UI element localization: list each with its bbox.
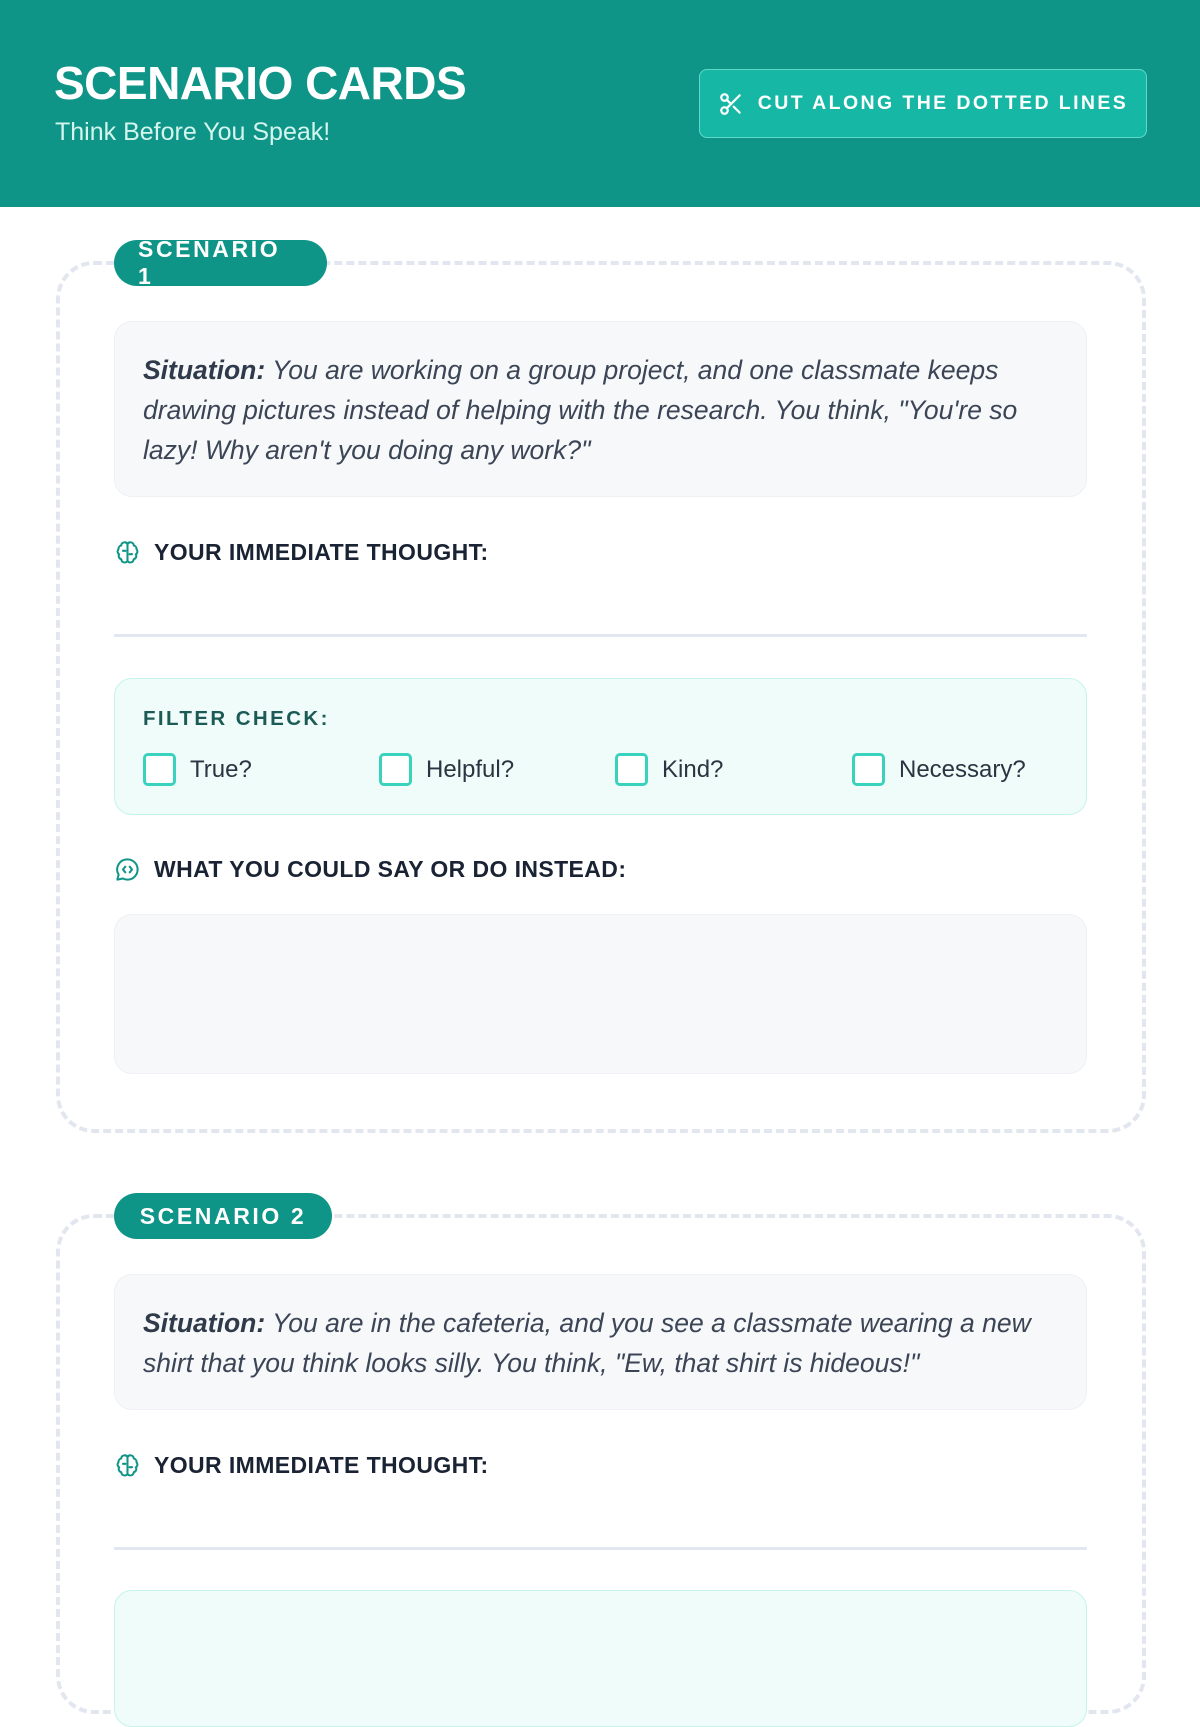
brain-icon <box>114 1452 141 1479</box>
say-instead-answer-box[interactable] <box>114 914 1087 1074</box>
situation-box <box>114 1274 1087 1410</box>
filter-check-title: FILTER CHECK: <box>143 707 330 730</box>
filter-check-label: Kind? <box>662 755 724 783</box>
page-subtitle: Think Before You Speak! <box>55 118 331 146</box>
immediate-thought-label-text: YOUR IMMEDIATE THOUGHT: <box>154 539 489 565</box>
filter-check-label: Necessary? <box>899 755 1026 783</box>
situation-text: You are working on a group project, and one classmate keeps drawing pictures instead of helping with the research. You think, "You're so lazy! Why aren't you doing any work?" <box>143 355 1018 465</box>
checkbox[interactable] <box>852 753 885 786</box>
checkbox[interactable] <box>379 753 412 786</box>
scenario-badge: SCENARIO 1 <box>114 240 327 286</box>
situation-lead: Situation: <box>143 355 266 385</box>
scissors-icon <box>718 91 744 117</box>
filter-check-label: True? <box>190 755 252 783</box>
thought-writing-line[interactable] <box>114 634 1087 637</box>
page-title: SCENARIO CARDS <box>54 57 467 109</box>
cut-button-label: CUT ALONG THE DOTTED LINES <box>757 92 1129 114</box>
checkbox[interactable] <box>143 753 176 786</box>
filter-check-true[interactable] <box>143 753 252 786</box>
brain-icon <box>114 539 141 566</box>
say-instead-label-text: WHAT YOU COULD SAY OR DO INSTEAD: <box>154 856 627 882</box>
immediate-thought-label <box>114 539 489 566</box>
situation-text: You are in the cafeteria, and you see a classmate wearing a new shirt that you think looks silly. You think, "Ew, that shirt is hideous!" <box>143 1308 1031 1378</box>
scenario-badge: SCENARIO 2 <box>114 1193 332 1239</box>
immediate-thought-label-text: YOUR IMMEDIATE THOUGHT: <box>154 1452 489 1478</box>
filter-check-kind[interactable] <box>615 753 723 786</box>
immediate-thought-label <box>114 1452 489 1479</box>
filter-check-box <box>114 1590 1087 1727</box>
filter-check-helpful[interactable] <box>379 753 514 786</box>
filter-check-box <box>114 678 1087 815</box>
thought-writing-line[interactable] <box>114 1547 1087 1550</box>
say-instead-label <box>114 856 626 883</box>
filter-check-label: Helpful? <box>426 755 515 783</box>
cut-along-dotted-lines-button[interactable] <box>699 69 1147 138</box>
page-header <box>0 0 1200 207</box>
checkbox[interactable] <box>615 753 648 786</box>
speech-bubble-icon <box>114 856 141 883</box>
filter-check-necessary[interactable] <box>852 753 1026 786</box>
situation-box <box>114 321 1087 497</box>
situation-lead: Situation: <box>143 1308 266 1338</box>
